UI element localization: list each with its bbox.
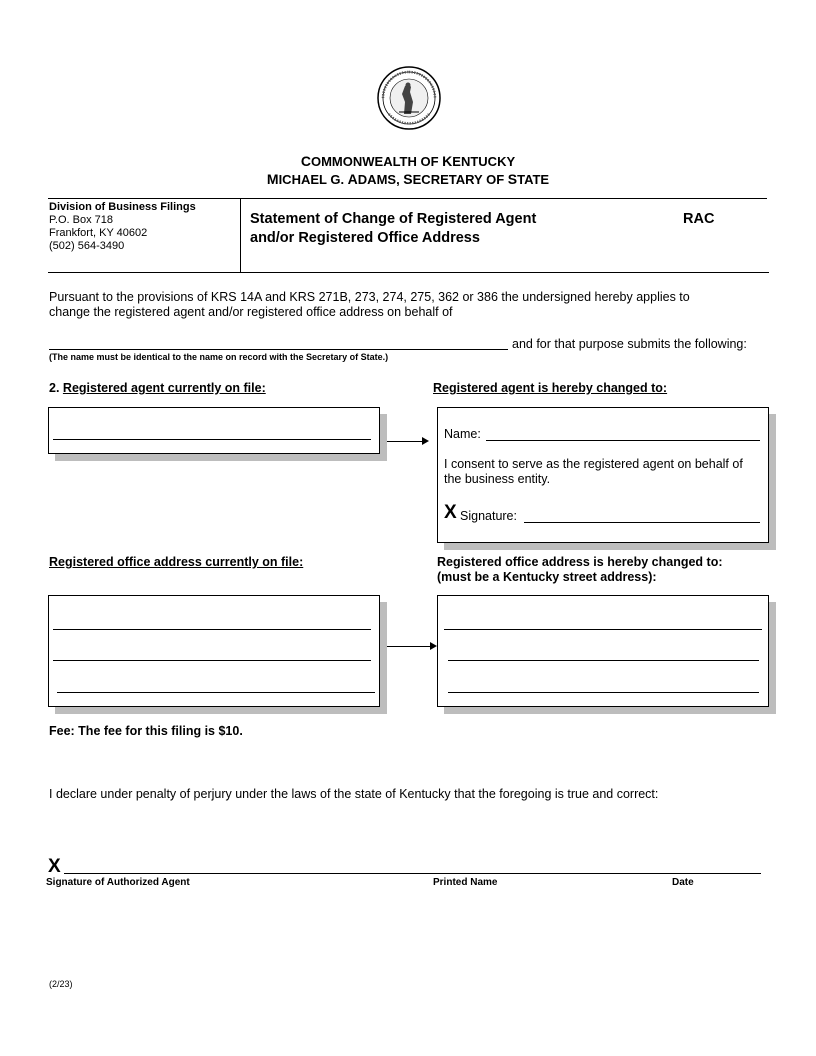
new-office-label: Registered office address is hereby changed to:: [437, 555, 723, 569]
name-note: (The name must be identical to the name on record with the Secretary of State.): [49, 352, 389, 362]
final-x-mark: X: [48, 856, 61, 877]
agent-x-mark: X: [444, 502, 457, 523]
declaration-text: I declare under penalty of perjury under the laws of the state of Kentucky that the foregoing is true and correct:: [49, 787, 659, 801]
signature-label: Signature of Authorized Agent: [46, 877, 190, 888]
secretary-heading: MICHAEL G. ADAMS, SECRETARY OF STATE: [266, 171, 550, 187]
division-po-box: P.O. Box 718: [49, 214, 114, 226]
division-phone: (502) 564-3490: [49, 240, 125, 252]
form-title-line1: Statement of Change of Registered Agent: [250, 211, 537, 227]
header-bottom-rule: [48, 272, 769, 273]
new-office-line2[interactable]: [448, 660, 759, 661]
printed-name-label: Printed Name: [433, 877, 498, 888]
agent-signature-label: Signature:: [460, 509, 517, 523]
new-agent-heading: Registered agent is hereby changed to:: [433, 381, 668, 395]
current-agent-heading: 2. Registered agent currently on file:: [49, 381, 266, 395]
division-city: Frankfort, KY 40602: [49, 227, 148, 239]
intro-text: [49, 290, 690, 320]
new-office-note: (must be a Kentucky street address):: [437, 570, 657, 584]
consent-line1: I consent to serve as the registered agent on behalf of: [444, 457, 743, 471]
division-name: Division of Business Filings: [49, 201, 196, 213]
consent-text: [444, 457, 743, 487]
form-code: RAC: [683, 211, 715, 227]
date-label: Date: [672, 877, 694, 888]
header-top-rule: [48, 198, 767, 199]
entity-name-field[interactable]: [49, 349, 508, 350]
current-office-box: [48, 595, 380, 707]
form-title: [250, 210, 536, 248]
kentucky-seal-icon: [377, 66, 441, 130]
agent-arrow-head-icon: [422, 437, 429, 445]
purpose-text: and for that purpose submits the following:: [512, 337, 747, 351]
current-agent-field[interactable]: [53, 439, 371, 440]
header-divider: [240, 198, 241, 272]
new-office-line3[interactable]: [448, 692, 759, 693]
new-agent-box: [437, 407, 769, 543]
current-agent-box: [48, 407, 380, 454]
current-office-line2[interactable]: [53, 660, 371, 661]
agent-name-field[interactable]: [486, 440, 760, 441]
office-arrow: [387, 646, 433, 647]
final-signature-field[interactable]: [64, 873, 761, 874]
commonwealth-heading: COMMONWEALTH OF KENTUCKY: [300, 153, 516, 169]
revision-date: (2/23): [49, 979, 73, 989]
agent-signature-field[interactable]: [524, 522, 760, 523]
fee-text: Fee: The fee for this filing is $10.: [49, 724, 243, 738]
current-office-heading: Registered office address currently on file:: [49, 555, 304, 569]
new-office-box: [437, 595, 769, 707]
division-address: [49, 201, 196, 253]
consent-line2: the business entity.: [444, 472, 551, 486]
current-office-line1[interactable]: [53, 629, 371, 630]
agent-name-label: Name:: [444, 427, 481, 441]
new-office-heading: [437, 555, 723, 585]
office-arrow-head-icon: [430, 642, 437, 650]
intro-line1: Pursuant to the provisions of KRS 14A and KRS 271B, 273, 274, 275, 362 or 386 the undersigned hereby applies to: [49, 290, 690, 304]
new-office-line1[interactable]: [444, 629, 762, 630]
agent-arrow: [387, 441, 425, 442]
form-title-line2: and/or Registered Office Address: [250, 230, 480, 246]
intro-line2: change the registered agent and/or registered office address on behalf of: [49, 305, 453, 319]
current-office-line3[interactable]: [57, 692, 375, 693]
